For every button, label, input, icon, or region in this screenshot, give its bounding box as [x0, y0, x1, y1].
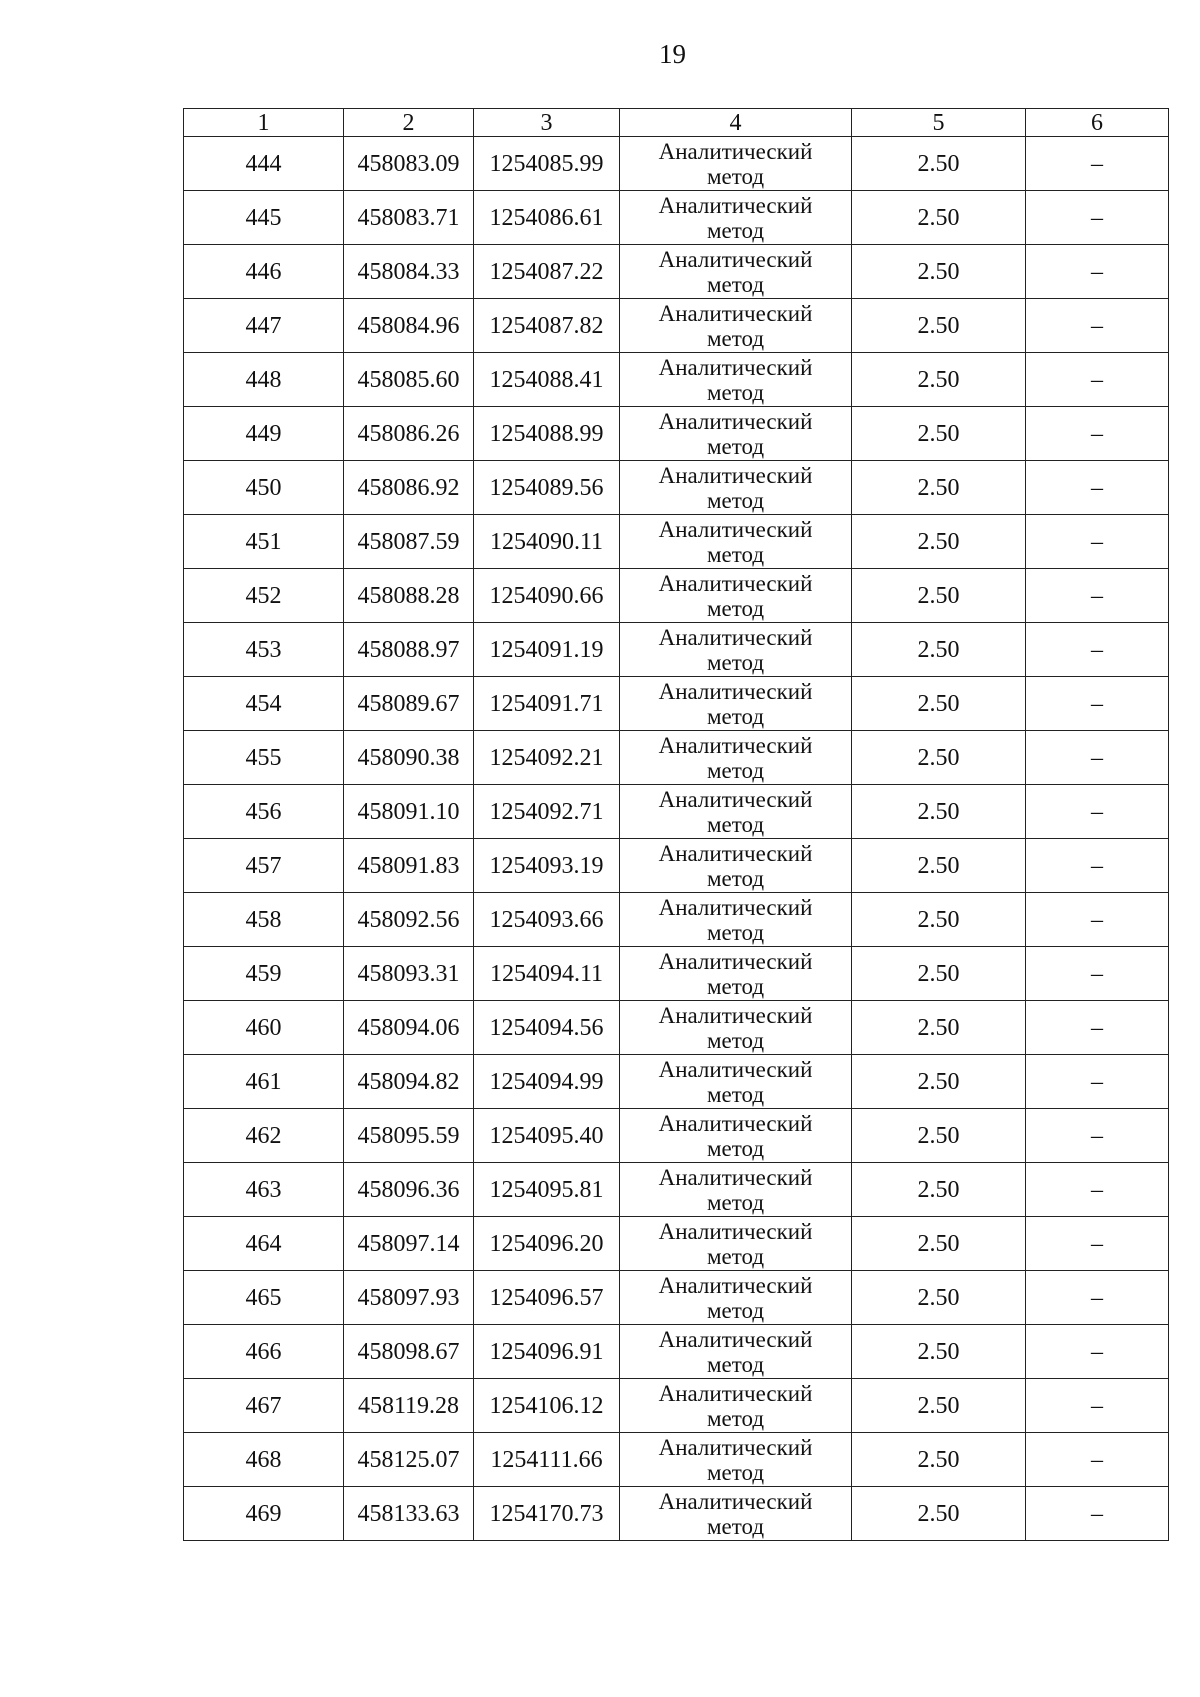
x-coordinate-cell: 458086.92	[344, 461, 474, 515]
point-number-cell: 444	[184, 137, 344, 191]
header-col-5: 5	[852, 109, 1026, 137]
accuracy-cell: 2.50	[852, 731, 1026, 785]
point-number-cell: 449	[184, 407, 344, 461]
method-cell	[620, 1379, 852, 1433]
note-cell: –	[1026, 1217, 1169, 1271]
method-text-line-1: Аналитический	[658, 786, 813, 812]
method-cell	[620, 785, 852, 839]
y-coordinate-cell: 1254095.40	[474, 1109, 620, 1163]
method-text-line-2: метод	[706, 541, 765, 567]
y-coordinate-cell: 1254095.81	[474, 1163, 620, 1217]
method-text-line-2: метод	[706, 217, 765, 243]
method-cell	[620, 515, 852, 569]
method-text-line-2: метод	[706, 1405, 765, 1431]
x-coordinate-cell: 458091.10	[344, 785, 474, 839]
method-text-line-1: Аналитический	[658, 1110, 813, 1136]
note-cell: –	[1026, 731, 1169, 785]
table-row	[184, 677, 1169, 731]
x-coordinate-cell: 458093.31	[344, 947, 474, 1001]
x-coordinate-cell: 458133.63	[344, 1487, 474, 1541]
header-col-4: 4	[620, 109, 852, 137]
note-cell: –	[1026, 785, 1169, 839]
method-text-line-2: метод	[706, 919, 765, 945]
method-cell	[620, 947, 852, 1001]
method-text-line-2: метод	[706, 1027, 765, 1053]
y-coordinate-cell: 1254093.66	[474, 893, 620, 947]
y-coordinate-cell: 1254091.71	[474, 677, 620, 731]
note-cell: –	[1026, 1001, 1169, 1055]
accuracy-cell: 2.50	[852, 1109, 1026, 1163]
coordinates-table-container	[183, 108, 1168, 1541]
header-col-3: 3	[474, 109, 620, 137]
note-cell: –	[1026, 1487, 1169, 1541]
accuracy-cell: 2.50	[852, 1055, 1026, 1109]
point-number-cell: 461	[184, 1055, 344, 1109]
point-number-cell: 465	[184, 1271, 344, 1325]
note-cell: –	[1026, 1325, 1169, 1379]
x-coordinate-cell: 458085.60	[344, 353, 474, 407]
accuracy-cell: 2.50	[852, 407, 1026, 461]
method-text-line-2: метод	[706, 271, 765, 297]
method-cell	[620, 893, 852, 947]
x-coordinate-cell: 458094.06	[344, 1001, 474, 1055]
method-text-line-1: Аналитический	[658, 300, 813, 326]
table-row	[184, 299, 1169, 353]
y-coordinate-cell: 1254087.82	[474, 299, 620, 353]
method-text-line-2: метод	[706, 703, 765, 729]
method-text-line-1: Аналитический	[658, 1488, 813, 1514]
method-text-line-2: метод	[706, 1135, 765, 1161]
method-text-line-1: Аналитический	[658, 894, 813, 920]
method-cell	[620, 1325, 852, 1379]
point-number-cell: 456	[184, 785, 344, 839]
method-text-line-1: Аналитический	[658, 408, 813, 434]
point-number-cell: 446	[184, 245, 344, 299]
method-text-line-2: метод	[706, 1459, 765, 1485]
method-text-line-2: метод	[706, 163, 765, 189]
method-text-line-2: метод	[706, 487, 765, 513]
header-col-6: 6	[1026, 109, 1169, 137]
note-cell: –	[1026, 569, 1169, 623]
table-row	[184, 947, 1169, 1001]
y-coordinate-cell: 1254094.56	[474, 1001, 620, 1055]
note-cell: –	[1026, 515, 1169, 569]
table-row	[184, 893, 1169, 947]
method-text-line-1: Аналитический	[658, 678, 813, 704]
table-row	[184, 461, 1169, 515]
point-number-cell: 455	[184, 731, 344, 785]
method-text-line-2: метод	[706, 865, 765, 891]
accuracy-cell: 2.50	[852, 1163, 1026, 1217]
x-coordinate-cell: 458083.09	[344, 137, 474, 191]
method-text-line-1: Аналитический	[658, 1218, 813, 1244]
method-text-line-2: метод	[706, 1081, 765, 1107]
y-coordinate-cell: 1254096.57	[474, 1271, 620, 1325]
table-row	[184, 785, 1169, 839]
method-cell	[620, 1271, 852, 1325]
header-row	[184, 109, 1169, 137]
accuracy-cell: 2.50	[852, 1379, 1026, 1433]
x-coordinate-cell: 458088.97	[344, 623, 474, 677]
note-cell: –	[1026, 299, 1169, 353]
method-cell	[620, 569, 852, 623]
x-coordinate-cell: 458096.36	[344, 1163, 474, 1217]
table-row	[184, 191, 1169, 245]
point-number-cell: 467	[184, 1379, 344, 1433]
method-cell	[620, 191, 852, 245]
note-cell: –	[1026, 1109, 1169, 1163]
method-text-line-1: Аналитический	[658, 570, 813, 596]
x-coordinate-cell: 458083.71	[344, 191, 474, 245]
point-number-cell: 460	[184, 1001, 344, 1055]
accuracy-cell: 2.50	[852, 461, 1026, 515]
point-number-cell: 454	[184, 677, 344, 731]
method-cell	[620, 731, 852, 785]
table-row	[184, 839, 1169, 893]
method-cell	[620, 623, 852, 677]
point-number-cell: 469	[184, 1487, 344, 1541]
x-coordinate-cell: 458087.59	[344, 515, 474, 569]
accuracy-cell: 2.50	[852, 245, 1026, 299]
x-coordinate-cell: 458090.38	[344, 731, 474, 785]
point-number-cell: 464	[184, 1217, 344, 1271]
note-cell: –	[1026, 461, 1169, 515]
method-cell	[620, 407, 852, 461]
page-number: 19	[659, 39, 686, 69]
method-text-line-2: метод	[706, 325, 765, 351]
method-text-line-1: Аналитический	[658, 1164, 813, 1190]
table-row	[184, 1487, 1169, 1541]
note-cell: –	[1026, 1055, 1169, 1109]
method-text-line-1: Аналитический	[658, 732, 813, 758]
method-text-line-1: Аналитический	[658, 1272, 813, 1298]
note-cell: –	[1026, 353, 1169, 407]
method-text-line-1: Аналитический	[658, 462, 813, 488]
header-col-2: 2	[344, 109, 474, 137]
x-coordinate-cell: 458086.26	[344, 407, 474, 461]
note-cell: –	[1026, 839, 1169, 893]
y-coordinate-cell: 1254094.11	[474, 947, 620, 1001]
method-text-line-1: Аналитический	[658, 516, 813, 542]
x-coordinate-cell: 458091.83	[344, 839, 474, 893]
accuracy-cell: 2.50	[852, 191, 1026, 245]
y-coordinate-cell: 1254092.71	[474, 785, 620, 839]
table-row	[184, 623, 1169, 677]
point-number-cell: 451	[184, 515, 344, 569]
method-cell	[620, 1487, 852, 1541]
table-row	[184, 515, 1169, 569]
accuracy-cell: 2.50	[852, 1217, 1026, 1271]
note-cell: –	[1026, 1271, 1169, 1325]
point-number-cell: 468	[184, 1433, 344, 1487]
method-text-line-1: Аналитический	[658, 1434, 813, 1460]
method-text-line-1: Аналитический	[658, 948, 813, 974]
point-number-cell: 448	[184, 353, 344, 407]
method-text-line-1: Аналитический	[658, 1002, 813, 1028]
table-row	[184, 1325, 1169, 1379]
y-coordinate-cell: 1254111.66	[474, 1433, 620, 1487]
method-text-line-2: метод	[706, 595, 765, 621]
accuracy-cell: 2.50	[852, 839, 1026, 893]
table-row	[184, 137, 1169, 191]
accuracy-cell: 2.50	[852, 515, 1026, 569]
method-text-line-1: Аналитический	[658, 354, 813, 380]
y-coordinate-cell: 1254089.56	[474, 461, 620, 515]
method-cell	[620, 137, 852, 191]
table-body	[184, 137, 1169, 1541]
note-cell: –	[1026, 1379, 1169, 1433]
accuracy-cell: 2.50	[852, 677, 1026, 731]
method-text-line-2: метод	[706, 757, 765, 783]
point-number-cell: 457	[184, 839, 344, 893]
method-cell	[620, 245, 852, 299]
y-coordinate-cell: 1254090.66	[474, 569, 620, 623]
accuracy-cell: 2.50	[852, 785, 1026, 839]
table-row	[184, 731, 1169, 785]
method-cell	[620, 1109, 852, 1163]
y-coordinate-cell: 1254087.22	[474, 245, 620, 299]
method-cell	[620, 1163, 852, 1217]
point-number-cell: 459	[184, 947, 344, 1001]
table-row	[184, 1271, 1169, 1325]
note-cell: –	[1026, 191, 1169, 245]
note-cell: –	[1026, 407, 1169, 461]
method-text-line-1: Аналитический	[658, 138, 813, 164]
note-cell: –	[1026, 677, 1169, 731]
note-cell: –	[1026, 947, 1169, 1001]
x-coordinate-cell: 458092.56	[344, 893, 474, 947]
table-row	[184, 1163, 1169, 1217]
point-number-cell: 452	[184, 569, 344, 623]
point-number-cell: 453	[184, 623, 344, 677]
method-text-line-2: метод	[706, 433, 765, 459]
method-cell	[620, 1433, 852, 1487]
point-number-cell: 466	[184, 1325, 344, 1379]
method-text-line-2: метод	[706, 1351, 765, 1377]
y-coordinate-cell: 1254093.19	[474, 839, 620, 893]
accuracy-cell: 2.50	[852, 1325, 1026, 1379]
y-coordinate-cell: 1254170.73	[474, 1487, 620, 1541]
x-coordinate-cell: 458125.07	[344, 1433, 474, 1487]
method-text-line-1: Аналитический	[658, 192, 813, 218]
x-coordinate-cell: 458119.28	[344, 1379, 474, 1433]
method-text-line-1: Аналитический	[658, 1056, 813, 1082]
y-coordinate-cell: 1254088.99	[474, 407, 620, 461]
method-text-line-2: метод	[706, 973, 765, 999]
accuracy-cell: 2.50	[852, 893, 1026, 947]
coordinates-table	[183, 108, 1169, 1541]
accuracy-cell: 2.50	[852, 623, 1026, 677]
x-coordinate-cell: 458084.96	[344, 299, 474, 353]
y-coordinate-cell: 1254096.91	[474, 1325, 620, 1379]
method-cell	[620, 353, 852, 407]
method-cell	[620, 677, 852, 731]
x-coordinate-cell: 458098.67	[344, 1325, 474, 1379]
method-text-line-1: Аналитический	[658, 840, 813, 866]
x-coordinate-cell: 458097.14	[344, 1217, 474, 1271]
note-cell: –	[1026, 893, 1169, 947]
table-row	[184, 407, 1169, 461]
accuracy-cell: 2.50	[852, 1271, 1026, 1325]
method-text-line-2: метод	[706, 1513, 765, 1539]
method-text-line-1: Аналитический	[658, 624, 813, 650]
method-text-line-1: Аналитический	[658, 1380, 813, 1406]
table-row	[184, 1433, 1169, 1487]
note-cell: –	[1026, 1163, 1169, 1217]
x-coordinate-cell: 458094.82	[344, 1055, 474, 1109]
point-number-cell: 462	[184, 1109, 344, 1163]
point-number-cell: 450	[184, 461, 344, 515]
y-coordinate-cell: 1254085.99	[474, 137, 620, 191]
table-row	[184, 245, 1169, 299]
method-cell	[620, 839, 852, 893]
note-cell: –	[1026, 1433, 1169, 1487]
accuracy-cell: 2.50	[852, 353, 1026, 407]
method-text-line-2: метод	[706, 1297, 765, 1323]
method-cell	[620, 1001, 852, 1055]
method-cell	[620, 299, 852, 353]
accuracy-cell: 2.50	[852, 137, 1026, 191]
y-coordinate-cell: 1254092.21	[474, 731, 620, 785]
point-number-cell: 445	[184, 191, 344, 245]
table-row	[184, 1109, 1169, 1163]
note-cell: –	[1026, 245, 1169, 299]
method-text-line-2: метод	[706, 1243, 765, 1269]
method-text-line-1: Аналитический	[658, 1326, 813, 1352]
x-coordinate-cell: 458088.28	[344, 569, 474, 623]
method-text-line-2: метод	[706, 379, 765, 405]
y-coordinate-cell: 1254088.41	[474, 353, 620, 407]
accuracy-cell: 2.50	[852, 569, 1026, 623]
y-coordinate-cell: 1254086.61	[474, 191, 620, 245]
y-coordinate-cell: 1254094.99	[474, 1055, 620, 1109]
method-text-line-2: метод	[706, 1189, 765, 1215]
header-col-1: 1	[184, 109, 344, 137]
method-cell	[620, 1055, 852, 1109]
point-number-cell: 447	[184, 299, 344, 353]
point-number-cell: 463	[184, 1163, 344, 1217]
table-row	[184, 353, 1169, 407]
method-text-line-2: метод	[706, 649, 765, 675]
x-coordinate-cell: 458097.93	[344, 1271, 474, 1325]
accuracy-cell: 2.50	[852, 1487, 1026, 1541]
y-coordinate-cell: 1254090.11	[474, 515, 620, 569]
table-row	[184, 1379, 1169, 1433]
accuracy-cell: 2.50	[852, 1433, 1026, 1487]
method-text-line-2: метод	[706, 811, 765, 837]
y-coordinate-cell: 1254091.19	[474, 623, 620, 677]
accuracy-cell: 2.50	[852, 299, 1026, 353]
y-coordinate-cell: 1254106.12	[474, 1379, 620, 1433]
point-number-cell: 458	[184, 893, 344, 947]
method-text-line-1: Аналитический	[658, 246, 813, 272]
x-coordinate-cell: 458089.67	[344, 677, 474, 731]
y-coordinate-cell: 1254096.20	[474, 1217, 620, 1271]
method-cell	[620, 1217, 852, 1271]
x-coordinate-cell: 458084.33	[344, 245, 474, 299]
accuracy-cell: 2.50	[852, 947, 1026, 1001]
table-row	[184, 569, 1169, 623]
note-cell: –	[1026, 137, 1169, 191]
note-cell: –	[1026, 623, 1169, 677]
accuracy-cell: 2.50	[852, 1001, 1026, 1055]
table-row	[184, 1055, 1169, 1109]
table-row	[184, 1001, 1169, 1055]
table-row	[184, 1217, 1169, 1271]
x-coordinate-cell: 458095.59	[344, 1109, 474, 1163]
method-cell	[620, 461, 852, 515]
